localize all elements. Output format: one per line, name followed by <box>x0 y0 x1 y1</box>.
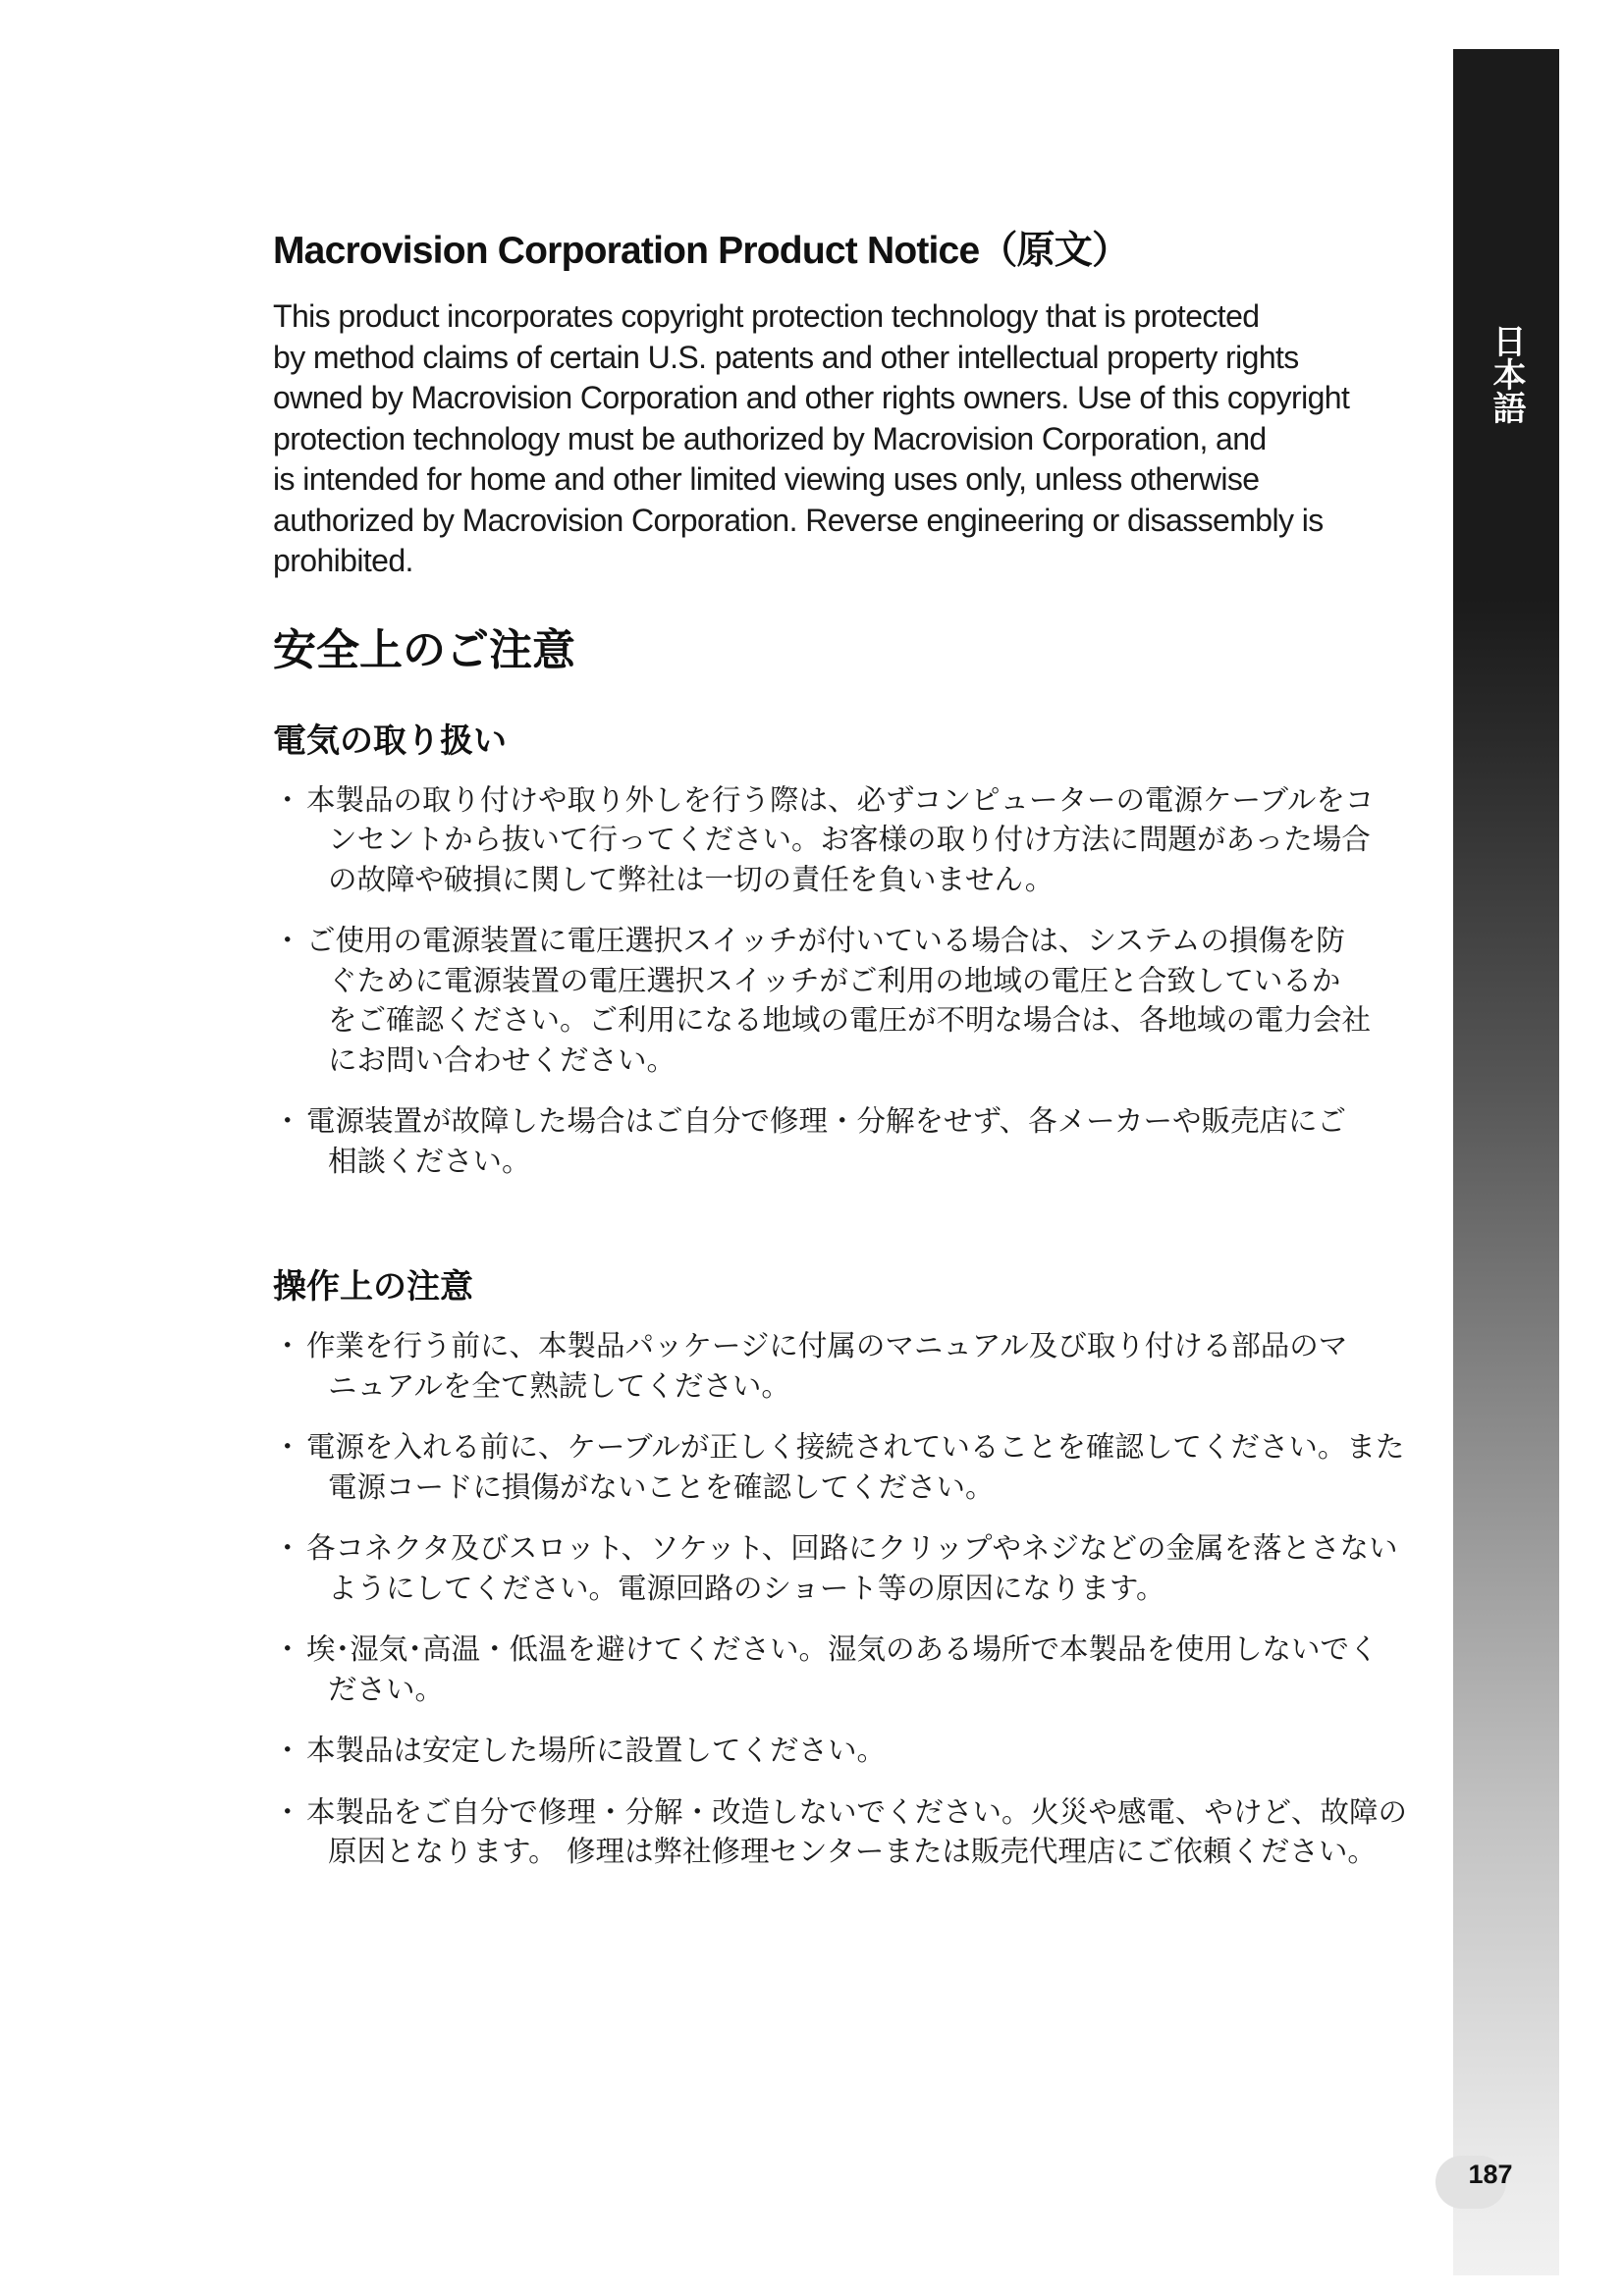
list-item <box>273 1629 1451 1709</box>
notice-line: authorized by Macrovision Corporation. Reverse engineering or disassembly is <box>273 502 1324 538</box>
list-item <box>273 1792 1451 1872</box>
bullet-icon: ・ <box>273 1734 302 1767</box>
list-item-line: ようにしてください。電源回路のショート等の原因になります。 <box>328 1571 1165 1605</box>
list-item-line: ンセントから抜いて行ってください。お客様の取り付け方法に問題があった場合 <box>328 823 1371 856</box>
list-item-line: 原因となります。 修理は弊社修理センターまたは販売代理店にご依頼ください。 <box>328 1835 1377 1868</box>
bullet-icon: ・ <box>273 1531 302 1565</box>
bullet-icon: ・ <box>273 1632 302 1666</box>
bullet-icon: ・ <box>273 1329 302 1362</box>
safety-title: 安全上のご注意 <box>273 624 575 675</box>
list-item <box>273 1528 1451 1608</box>
list-item-line: 本製品をご自分で修理・分解・改造しないでください。火災や感電、やけど、故障の <box>306 1794 1408 1829</box>
list-item-line: 電源コードに損傷がないことを確認してください。 <box>328 1469 995 1504</box>
list-item-line: 電源装置が故障した場合はご自分で修理・分解をせず、各メーカーや販売店にご <box>306 1104 1347 1138</box>
list-item <box>273 780 1451 900</box>
electric-list <box>273 780 1451 1182</box>
electric-heading: 電気の取り扱い <box>273 721 507 761</box>
language-tab-label <box>1453 324 1559 424</box>
notice-line: protection technology must be authorized by Macrovision Corporation, and <box>273 420 1267 456</box>
notice-body <box>273 296 1451 582</box>
list-item-line: ご使用の電源装置に電圧選択スイッチが付いている場合は、システムの損傷を防 <box>306 924 1345 957</box>
list-item <box>273 921 1451 1080</box>
list-item-line: 本製品の取り付けや取り外しを行う際は、必ずコンピューターの電源ケーブルをコ <box>306 782 1375 817</box>
notice-line: is intended for home and other limited viewing uses only, unless otherwise <box>273 461 1260 497</box>
list-item-line: ださい。 <box>328 1672 445 1706</box>
notice-title: Macrovision Corporation Product Notice（原文） <box>273 230 1130 272</box>
list-item <box>273 1731 1451 1771</box>
bullet-icon: ・ <box>273 924 302 957</box>
list-item-line: の故障や破損に関して弊社は一切の責任を負いません。 <box>328 862 1055 896</box>
notice-line: by method claims of certain U.S. patents and other intellectual property rights <box>273 339 1299 375</box>
list-item-line: ニュアルを全て熟読してください。 <box>328 1368 790 1403</box>
list-item-line: にお問い合わせください。 <box>328 1042 677 1077</box>
operation-list <box>273 1326 1451 1872</box>
operation-heading: 操作上の注意 <box>273 1267 473 1307</box>
list-item <box>273 1101 1451 1181</box>
bullet-icon: ・ <box>273 1104 302 1138</box>
bullet-icon: ・ <box>273 1430 302 1464</box>
notice-line: This product incorporates copyright protection technology that is protected <box>273 298 1260 334</box>
list-item-line: 作業を行う前に、本製品パッケージに付属のマニュアル及び取り付ける部品のマ <box>306 1329 1348 1362</box>
bullet-icon: ・ <box>273 1794 302 1829</box>
notice-line: owned by Macrovision Corporation and other rights owners. Use of this copyright <box>273 380 1350 415</box>
list-item <box>273 1427 1451 1507</box>
language-tab-text: 日本語 <box>1487 324 1526 424</box>
list-item-line: ぐために電源装置の電圧選択スイッチがご利用の地域の電圧と合致しているか <box>328 963 1341 997</box>
list-item-line: 電源を入れる前に、ケーブルが正しく接続されていることを確認してください。また <box>306 1430 1405 1464</box>
list-item-line: をご確認ください。ご利用になる地域の電圧が不明な場合は、各地域の電力会社 <box>328 1003 1372 1037</box>
list-item-line: 本製品は安定した場所に設置してください。 <box>306 1734 887 1767</box>
notice-line: prohibited. <box>273 543 413 578</box>
page-content <box>273 228 1451 1894</box>
page-number: 187 <box>1468 2160 1513 2189</box>
list-item-line: 埃･湿気･高温・低温を避けてください。湿気のある場所で本製品を使用しないでく <box>306 1632 1379 1666</box>
list-item <box>273 1326 1451 1406</box>
list-item-line: 各コネクタ及びスロット、ソケット、回路にクリップやネジなどの金属を落とさない <box>306 1531 1398 1565</box>
list-item-line: 相談ください。 <box>328 1144 531 1178</box>
bullet-icon: ・ <box>273 782 302 817</box>
